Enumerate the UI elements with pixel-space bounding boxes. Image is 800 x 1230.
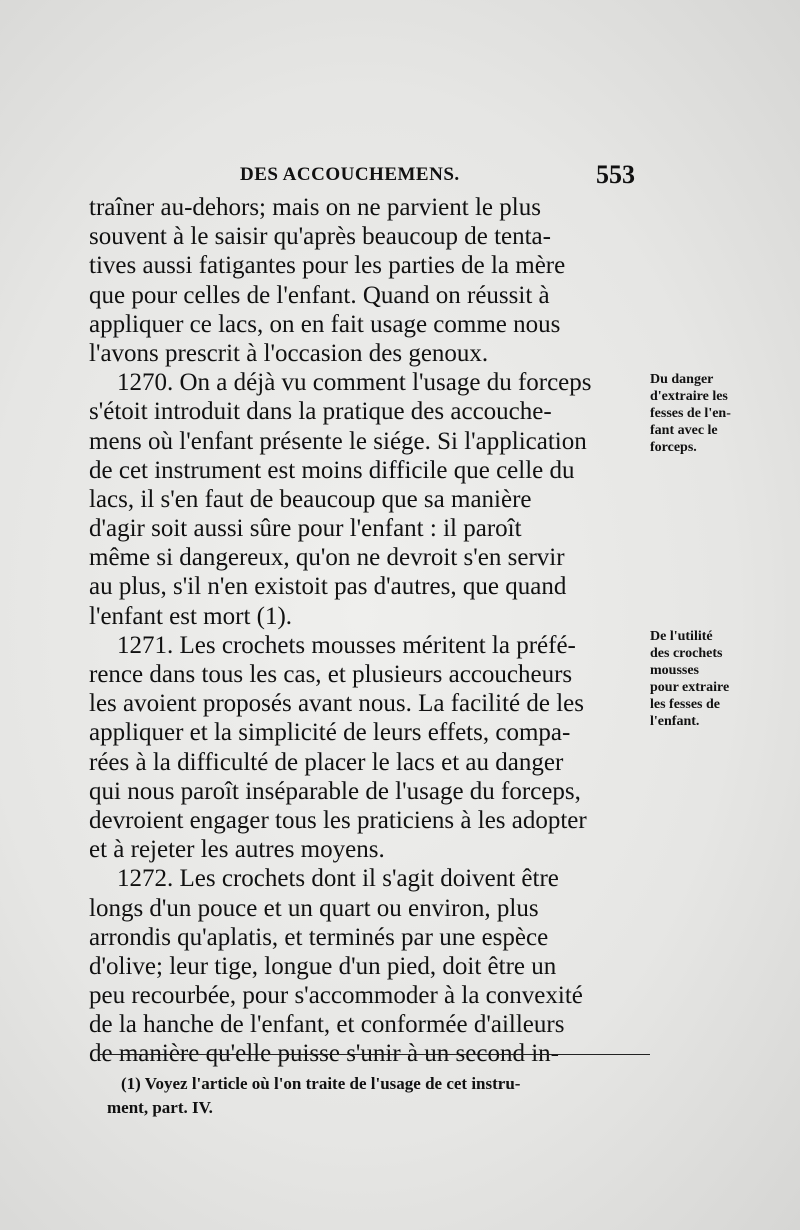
margin-note-line: forceps. <box>650 440 697 455</box>
text-line: appliquer ce lacs, on en fait usage comme nous <box>89 310 561 338</box>
page-number: 553 <box>596 160 635 189</box>
margin-note-line: pour extraire <box>650 680 730 695</box>
margin-note-line: Du danger <box>650 372 714 387</box>
text-line: de manière qu'elle puisse s'unir à un second in- <box>89 1040 559 1068</box>
text-line: rence dans tous les cas, et plusieurs accoucheurs <box>89 661 573 688</box>
text-line: devroient engager tous les praticiens à les adopter <box>89 806 587 834</box>
footnote-rule <box>100 1054 650 1055</box>
margin-note-line: mousses <box>650 663 700 678</box>
text-line: l'enfant est mort (1). <box>89 602 293 630</box>
running-title: DES ACCOUCHEMENS. <box>240 164 460 185</box>
footnote <box>107 1072 652 1120</box>
margin-note-crochets <box>650 628 798 730</box>
text-line: souvent à le saisir qu'après beaucoup de tenta- <box>89 223 551 251</box>
paragraph-1271-start: 1271. Les crochets mousses méritent la préfé- <box>117 631 576 659</box>
text-line: s'étoit introduit dans la pratique des accouche- <box>89 398 552 426</box>
margin-note-line: fesses de l'en- <box>650 406 731 421</box>
text-line: traîner au-dehors; mais on ne parvient le plus <box>89 194 541 221</box>
text-line: qui nous paroît inséparable de l'usage du forceps, <box>89 777 581 805</box>
text-line: de cet instrument est moins difficile que celle du <box>89 456 575 484</box>
text-line: les avoient proposés avant nous. La facilité de les <box>89 690 584 718</box>
footnote-line: ment, part. IV. <box>107 1098 213 1117</box>
page-header <box>240 160 635 192</box>
text-line: que pour celles de l'enfant. Quand on réussit à <box>89 281 550 309</box>
text-line: l'avons prescrit à l'occasion des genoux. <box>89 339 489 367</box>
paragraph-1270-start: 1270. On a déjà vu comment l'usage du forceps <box>117 369 592 397</box>
text-line: même si dangereux, qu'on ne devroit s'en servir <box>89 544 565 572</box>
text-line: rées à la difficulté de placer le lacs et au danger <box>89 748 564 776</box>
text-line: arrondis qu'aplatis, et terminés par une espèce <box>89 923 549 951</box>
margin-note-forceps <box>650 371 798 456</box>
text-line: lacs, il s'en faut de beaucoup que sa manière <box>89 485 532 513</box>
text-line: au plus, s'il n'en existoit pas d'autres, que quand <box>89 573 567 601</box>
margin-note-line: De l'utilité <box>650 629 713 644</box>
text-line: tives aussi fatigantes pour les parties de la mère <box>89 252 566 280</box>
text-line: appliquer et la simplicité de leurs effets, compa- <box>89 719 571 747</box>
margin-note-line: l'enfant. <box>650 714 700 729</box>
text-line: longs d'un pouce et un quart ou environ, plus <box>89 894 539 922</box>
text-line: d'olive; leur tige, longue d'un pied, doit être un <box>89 952 557 980</box>
footnote-line: (1) Voyez l'article où l'on traite de l'usage de cet instru- <box>121 1074 521 1093</box>
main-text <box>89 193 641 1069</box>
text-line: d'agir soit aussi sûre pour l'enfant : il paroît <box>89 515 522 543</box>
text-line: peu recourbée, pour s'accommoder à la convexité <box>89 982 583 1010</box>
margin-note-line: les fesses de <box>650 697 720 712</box>
text-line: de la hanche de l'enfant, et conformée d'ailleurs <box>89 1011 565 1039</box>
margin-note-line: d'extraire les <box>650 389 728 404</box>
margin-note-line: fant avec le <box>650 423 718 438</box>
text-line: mens où l'enfant présente le siége. Si l'application <box>89 427 587 455</box>
margin-note-line: des crochets <box>650 646 723 661</box>
paragraph-1272-start: 1272. Les crochets dont il s'agit doivent être <box>117 865 559 893</box>
text-line: et à rejeter les autres moyens. <box>89 836 385 864</box>
